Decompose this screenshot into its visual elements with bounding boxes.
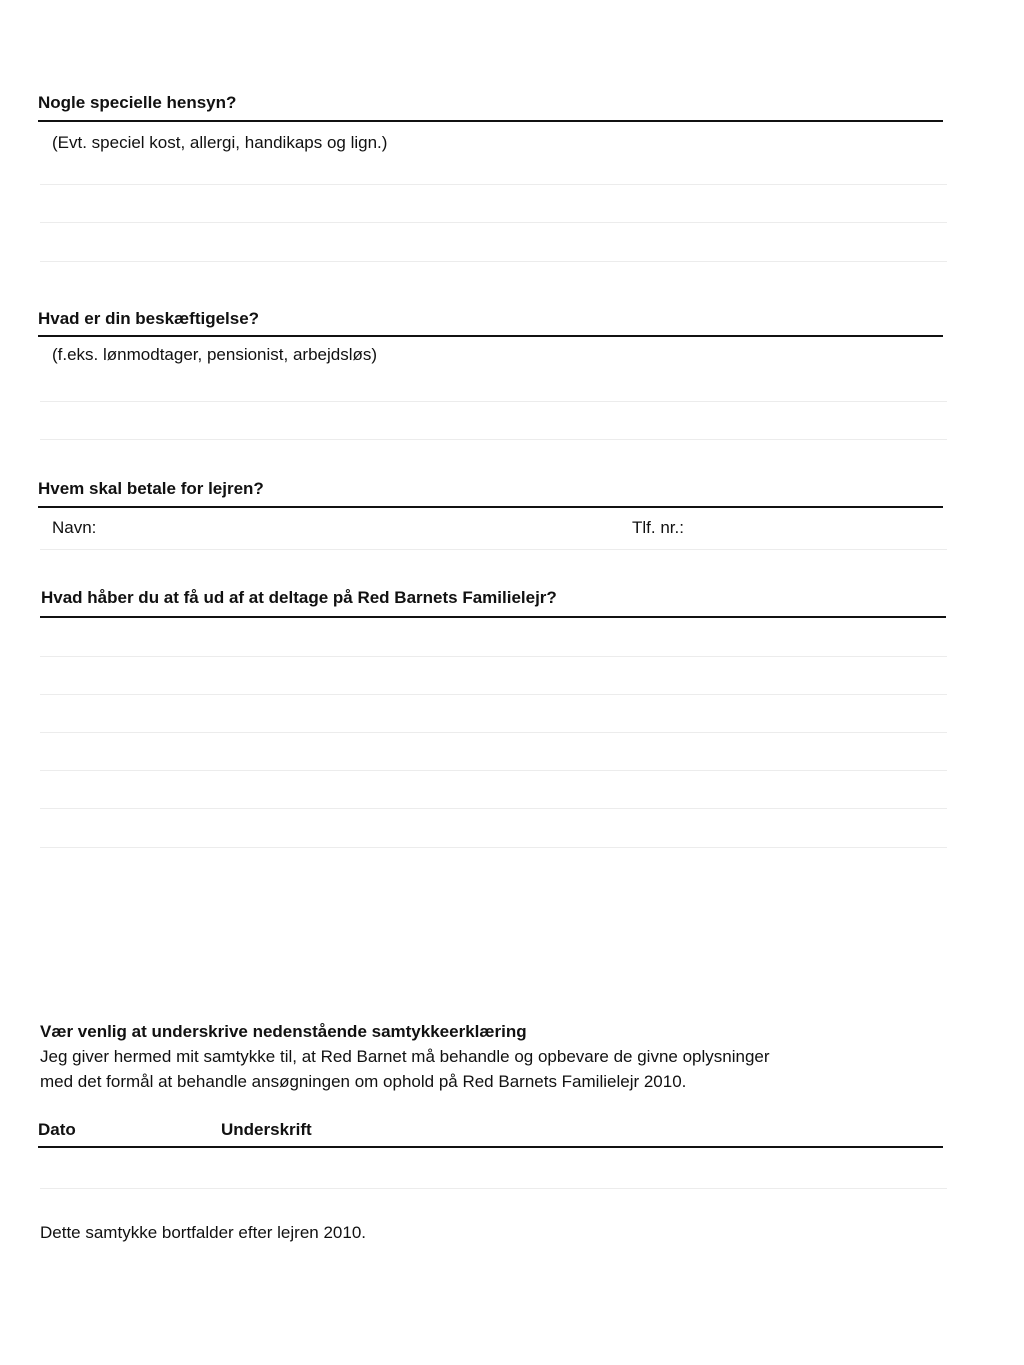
answer-line[interactable] <box>40 808 947 809</box>
hopes-heading: Hvad håber du at få ud af at deltage på Red Barnets Familielejr? <box>41 588 557 607</box>
answer-line[interactable] <box>40 656 947 657</box>
answer-line[interactable] <box>40 732 947 733</box>
divider <box>38 335 943 337</box>
consent-footer: Dette samtykke bortfalder efter lejren 2010. <box>40 1223 366 1242</box>
answer-line[interactable] <box>40 261 947 262</box>
consent-text-line1: Jeg giver hermed mit samtykke til, at Red Barnet må behandle og opbevare de givne oplysninger <box>40 1047 770 1066</box>
answer-line[interactable] <box>40 184 947 185</box>
divider <box>40 616 946 618</box>
answer-line[interactable] <box>40 770 947 771</box>
consent-text-line2: med det formål at behandle ansøgningen om ophold på Red Barnets Familielejr 2010. <box>40 1072 687 1091</box>
special-needs-hint: (Evt. speciel kost, allergi, handikaps og lign.) <box>52 133 388 152</box>
answer-line[interactable] <box>40 222 947 223</box>
special-needs-heading: Nogle specielle hensyn? <box>38 93 237 112</box>
occupation-heading: Hvad er din beskæftigelse? <box>38 309 260 328</box>
divider <box>38 120 943 122</box>
occupation-hint: (f.eks. lønmodtager, pensionist, arbejdsløs) <box>52 345 378 364</box>
divider <box>38 1146 943 1148</box>
signature-label: Underskrift <box>221 1120 312 1139</box>
signature-line[interactable] <box>40 1188 947 1189</box>
divider <box>38 506 943 508</box>
payer-heading: Hvem skal betale for lejren? <box>38 479 264 498</box>
answer-line[interactable] <box>40 439 947 440</box>
answer-line[interactable] <box>40 401 947 402</box>
answer-line[interactable] <box>40 549 947 550</box>
answer-line[interactable] <box>40 694 947 695</box>
date-label: Dato <box>38 1120 76 1139</box>
answer-line[interactable] <box>40 847 947 848</box>
name-label: Navn: <box>52 518 97 537</box>
phone-label: Tlf. nr.: <box>632 518 684 537</box>
consent-heading: Vær venlig at underskrive nedenstående samtykkeerklæring <box>40 1022 527 1041</box>
